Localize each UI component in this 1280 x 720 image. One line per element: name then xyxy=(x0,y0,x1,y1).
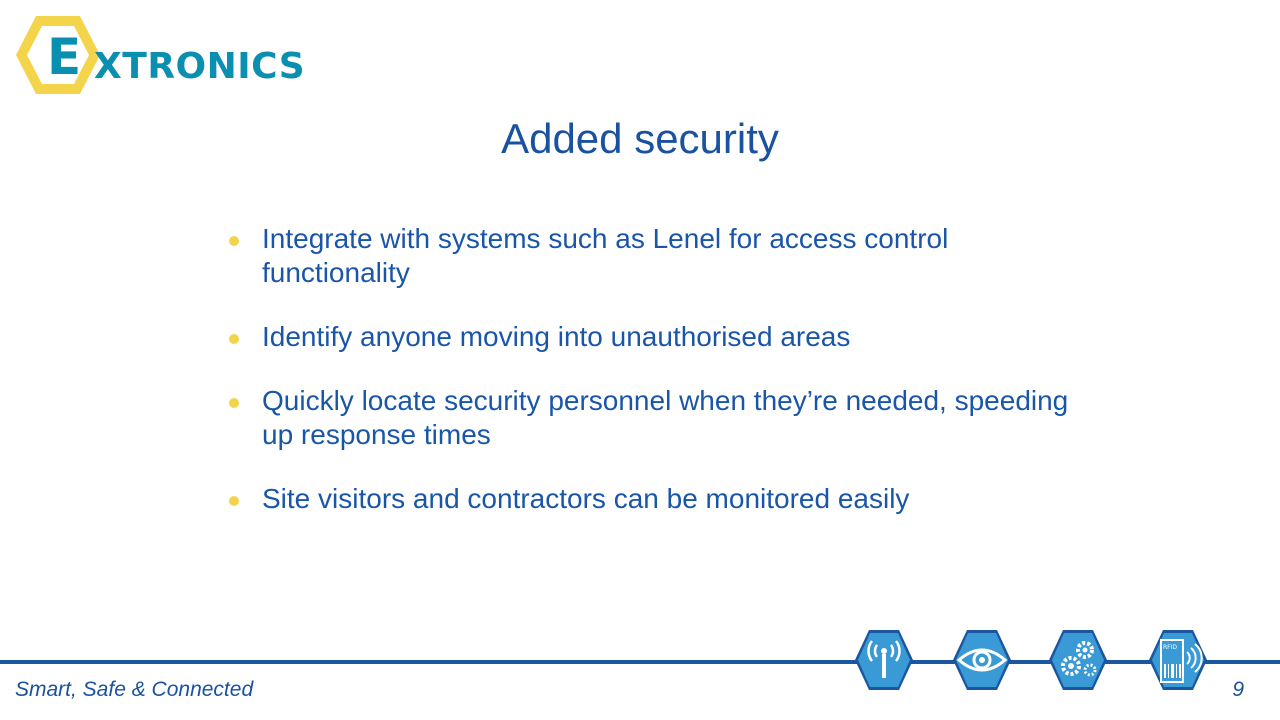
footer-tagline: Smart, Safe & Connected xyxy=(15,678,254,701)
bullet-dot-icon xyxy=(229,334,239,344)
gears-icon xyxy=(1047,628,1109,692)
bullet-dot-icon xyxy=(229,236,239,246)
bullet-item xyxy=(225,320,1085,354)
bullet-text: Identify anyone moving into unauthorised areas xyxy=(262,321,851,352)
wireless-tower-icon xyxy=(853,628,915,692)
bullet-item xyxy=(225,222,1085,290)
bullet-item xyxy=(225,482,1085,516)
bullet-item xyxy=(225,384,1085,452)
extronics-logo xyxy=(14,12,306,98)
page-number: 9 xyxy=(1232,678,1244,701)
bullet-text: Quickly locate security personnel when they’re needed, speeding up response times xyxy=(262,385,1069,450)
bullet-list xyxy=(225,222,1085,546)
bullet-text: Integrate with systems such as Lenel for access control functionality xyxy=(262,223,949,288)
bullet-dot-icon xyxy=(229,496,239,506)
slide-title: Added security xyxy=(501,115,779,162)
bullet-dot-icon xyxy=(229,398,239,408)
eye-icon xyxy=(951,628,1013,692)
logo-wordmark: XTRONICS xyxy=(94,46,306,87)
svg-text:E: E xyxy=(47,28,82,86)
svg-text:RFID: RFID xyxy=(1163,644,1178,651)
logo-hexagon-icon xyxy=(14,12,104,98)
bullet-text: Site visitors and contractors can be monitored easily xyxy=(262,483,910,514)
rfid-icon xyxy=(1147,628,1209,692)
